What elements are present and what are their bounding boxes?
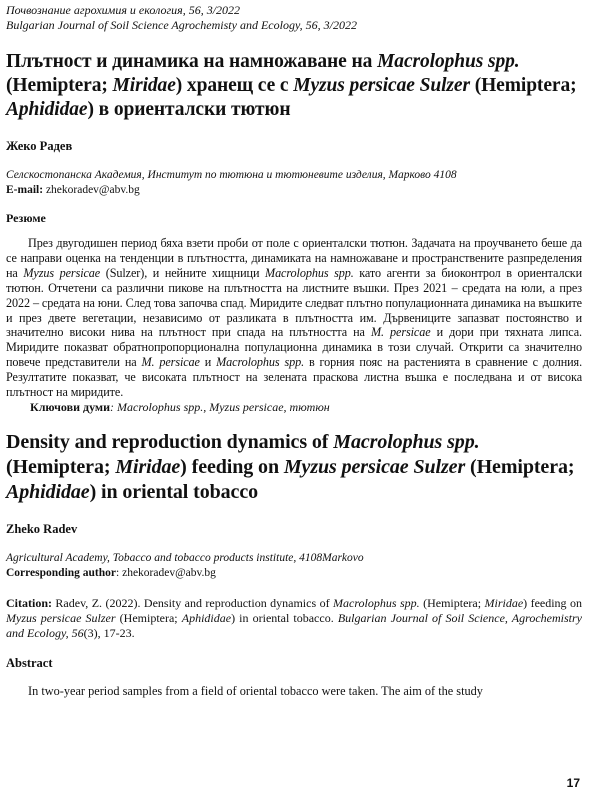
affiliation-bg: Селскостопанска Академия, Институт по тютюна и тютюневите изделия, Марково 4108 [6,169,457,181]
journal-header-en: Bulgarian Journal of Soil Science Agrochemisty and Ecology, 56, 3/2022 [6,18,357,32]
keywords-bg: Ключови думи: Macrolophus spp., Myzus persicae, тютюн [30,399,330,414]
abstract-text-en: In two-year period samples from a field of oriental tobacco were taken. The aim of the study [28,683,483,698]
citation: Citation: Radev, Z. (2022). Density and reproduction dynamics of Macrolophus spp. (Hemiptera; Miridae) feeding on Myzus persicae Sulzer (Hemiptera; Aphididae) in oriental tobacco. Bulgarian Journal of Soil Science, Agrochemistry and Ecology, 56(3), 17-23. [6,595,582,640]
article-title-bg: Плътност и динамика на намножаване на Macrolophus spp. (Hemiptera; Miridae) хранещ се с Myzus persicae Sulzer (Hemiptera; Aphididae) в ориенталски тютюн [6,51,577,120]
author-name-en: Zheko Radev [6,521,78,536]
author-name-bg: Жеко Радев [6,139,73,153]
affiliation-en: Agricultural Academy, Tobacco and tobacco products institute, 4108Markovo [6,551,364,564]
abstract-text-bg: През двугодишен период бяха взети проби от поле с ориенталски тютюн. Задачата на проучването беше да се направи оценка на тенденции в плътността, динамиката на намножаване и пространствените разпределения на Myzus persicae (Sulzer), и нейните хищници Macrolophus spp. като агенти за биоконтрол в ориенталски тютюн. Отчетени са различни пикове на плътността на листните въшки. През 2021 – средата на юли, а през 2022 – средата на юни. След това започва спад. Миридите следват плътно популационната динамика на въшките и през двете вегетации, независимо от разликата в плътността им. Дървениците запазват постоянство и значително високи нива на плътност при спада на плътността на M. persicae и дори при тяхната липса. Миридите показват обратнопропорционална популационна динамика в този случай. Открити са значително повече представители на M. persicae и Macrolophus spp. в горния пояс на растенията в сравнение с долния. Резултатите показват, че високата плътност на зелената праскова листна въшка е последвана и от висока плътност на миридите. [6,236,583,400]
abstract-heading-bg: Резюме [6,211,46,225]
email-line-bg: E-mail: zhekoradev@abv.bg [6,184,140,196]
journal-header-bg: Почвознание агрохимия и екология, 56, 3/2022 [6,3,241,17]
abstract-heading-en: Abstract [6,655,53,670]
email-address-bg[interactable]: zhekoradev@abv.bg [45,184,140,196]
page-number: 17 [566,776,580,790]
email-address-en[interactable]: : zhekoradev@abv.bg [116,566,216,579]
corresponding-author-line: Corresponding author: zhekoradev@abv.bg [6,566,216,579]
article-title-en: Density and reproduction dynamics of Macrolophus spp. (Hemiptera; Miridae) feeding on Myzus persicae Sulzer (Hemiptera; Aphididae) in oriental tobacco [6,430,575,503]
